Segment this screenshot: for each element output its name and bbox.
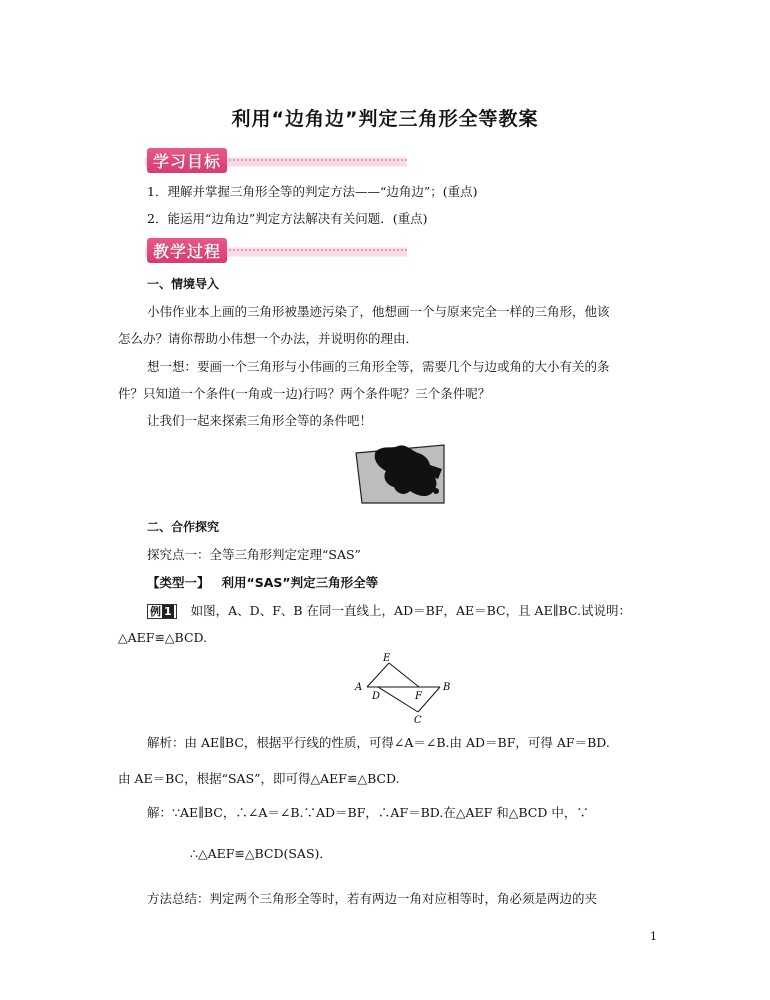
section-heading-intro: 一、情境导入 (147, 277, 220, 291)
label-b: B (443, 682, 451, 693)
paragraph-2-line-1: 想一想：要画一个三角形与小伟画的三角形全等，需要几个与边或角的大小有关的条 (147, 359, 610, 374)
label-c: C (414, 715, 422, 725)
page-number: 1 (650, 930, 657, 943)
paragraph-2-line-2: 件？只知道一个条件(一角或一边)行吗？两个条件呢？三个条件呢？ (118, 386, 491, 401)
example-tag-text: 例 (150, 605, 161, 618)
label-d: D (372, 691, 381, 702)
segment-a-e (367, 663, 389, 687)
goal-item-2: 2．能运用“边角边”判定方法解决有关问题．(重点) (147, 211, 428, 226)
section-banner-goals (145, 150, 407, 172)
solution-line-2: ∴△AEF≌△BCD(SAS)． (190, 846, 332, 861)
analysis-line-1 (147, 734, 610, 752)
example-1-line-1 (147, 602, 631, 620)
type-1-title: 利用“SAS”判定三角形全等 (221, 575, 379, 590)
segment-e-f (389, 663, 419, 687)
type-1-bracket: 【类型一】 (147, 575, 210, 590)
example-tag-number: 1 (164, 605, 172, 618)
banner-dotted-line (225, 249, 407, 251)
analysis-text-1: 由 AE∥BC，根据平行线的性质，可得∠A＝∠B.由 AD＝BF，可得 AF＝BD. (184, 735, 610, 750)
paragraph-3: 让我们一起来探索三角形全等的条件吧！ (147, 413, 373, 428)
solution-label: 解： (147, 805, 173, 820)
summary-text-1: 判定两个三角形全等时，若有两边一角对应相等时，角必须是两边的夹 (209, 891, 598, 906)
solution-text-1: ∵AE∥BC，∴∠A＝∠B.∵AD＝BF，∴AF＝BD.在△AEF 和△BCD 中，∵ (172, 805, 589, 820)
banner-label-goals: 学习目标 (147, 148, 227, 173)
example-tag (147, 604, 177, 619)
analysis-label: 解析： (147, 735, 185, 750)
banner-label-process: 教学过程 (147, 238, 227, 263)
type-1-heading (147, 574, 378, 592)
label-f: F (415, 691, 422, 702)
example-text-1: 如图，A、D、F、B 在同一直线上，AD＝BF，AE＝BC，且 AE∥BC.试说明： (190, 603, 631, 618)
example-1-line-2: △AEF≌△BCD. (118, 630, 208, 645)
paragraph-1-line-1: 小伟作业本上画的三角形被墨迹污染了，他想画一个与原来完全一样的三角形，他该 (147, 304, 610, 319)
label-e: E (383, 653, 391, 664)
explore-point-1: 探究点一：全等三角形判定定理“SAS” (147, 547, 361, 562)
segment-d-c (378, 687, 418, 712)
summary-line-1 (147, 890, 597, 908)
paragraph-1-line-2: 怎么办？请你帮助小伟想一个办法，并说明你的理由． (118, 331, 419, 346)
solution-line-1 (147, 804, 589, 822)
label-a: A (355, 682, 363, 693)
analysis-line-2: 由 AE＝BC，根据“SAS”，即可得△AEF≌△BCD. (118, 771, 400, 786)
summary-label: 方法总结： (147, 891, 210, 906)
page-title: 利用“边角边”判定三角形全等教案 (231, 108, 539, 130)
inked-triangle-illustration (354, 443, 446, 505)
geometry-figure (345, 650, 455, 725)
banner-dotted-line (225, 159, 407, 161)
section-banner-process (145, 240, 407, 262)
section-heading-explore: 二、合作探究 (147, 520, 220, 534)
goal-item-1: 1．理解并掌握三角形全等的判定方法——“边角边”；(重点) (147, 184, 478, 199)
